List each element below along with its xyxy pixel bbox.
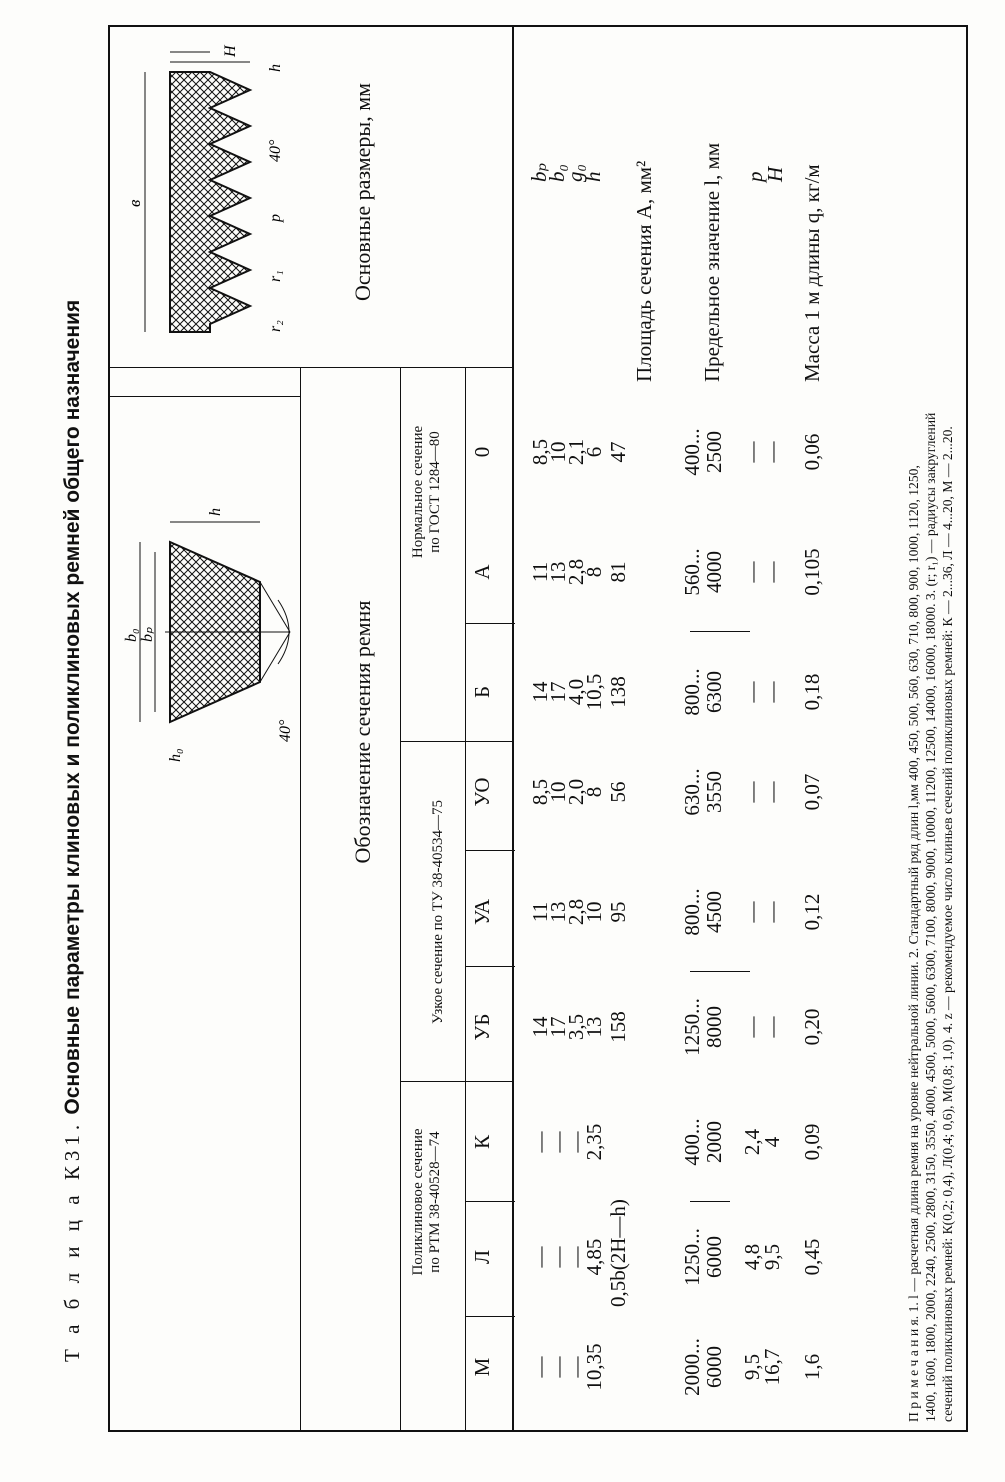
cell-H-0: — [760,441,784,463]
cell-l-min-6: 400... [680,1118,704,1166]
cell-b0-8: — [546,1356,570,1378]
section-0: 0 [470,446,494,458]
col-sep-5 [465,1316,515,1317]
cell-q-2: 0,18 [800,673,824,711]
left-col-header: Основные размеры, мм [350,82,375,302]
cell-p-3: — [740,781,764,803]
cell-h-2: 10,5 [582,673,606,711]
section-ub: УБ [470,1013,494,1041]
cell-H-1: — [760,561,784,583]
label-column-divider [512,27,514,1432]
sections-header: Обозначение сечения ремня [350,600,375,864]
label-bp-row: bₚ [527,163,551,182]
cell-l-min-5: 1250... [680,998,704,1056]
figure-divider [108,396,300,397]
note-line-1: П р и м е ч а н и я. 1. l — расчетная длина ремня на уровне нейтральной линии. 2. Стандартный ряд длин l,мм 400, 450, 500, 560, 630, 710, 800, 900, 1000, 1120, 1250, [906,465,921,1422]
cell-l-max-4: 4500 [702,891,726,933]
dims-labels [527,163,605,182]
cell-p-7: 4,8 [740,1243,764,1271]
cell-bp-1: 11 [528,561,552,583]
cell-area-7: 0,5b(2H—h) [606,1199,630,1307]
caption-prefix: Т а б л и ц а К31. [60,1119,84,1362]
limit-label: Предельное значение l, мм [700,142,724,382]
cell-H-8: 16,7 [760,1348,784,1386]
label-b: в [125,199,144,207]
cell-h-1: 8 [582,566,606,578]
label-H-row: H [763,166,787,182]
cell-p-6: 2,4 [740,1128,764,1156]
label-b0: b₀ [123,628,140,642]
label-g0-row: g₀ [563,164,587,182]
label-p-row: p [743,171,767,182]
cell-sep-a [690,631,750,632]
cell-g0-3: 2,0 [564,778,588,806]
cell-p-8: 9,5 [740,1353,764,1381]
cell-g0-4: 2,8 [564,898,588,926]
cell-q-6: 0,09 [800,1123,824,1161]
cell-g0-5: 3,5 [564,1013,588,1041]
cell-b0-3: 10 [546,781,570,803]
cell-area-5: 158 [606,1011,630,1043]
cell-l-max-8: 6000 [702,1346,726,1388]
group-narrow-header: Узкое сечение по ТУ 38-40534—75 [430,800,446,1024]
limit-sub-labels [745,167,785,182]
cell-h-7: 4,85 [582,1238,606,1276]
vbelt-section-figure [120,482,295,782]
letter-row-divider [465,368,466,1432]
cell-b0-2: 17 [546,681,570,703]
table-top-border [108,27,110,1432]
group-poly-line1: Поликлиновое сечение [410,1128,426,1276]
note-line-2: 1400, 1600, 1800, 2000, 2240, 2500, 2800, 3150, 3550, 4000, 4500, 5000, 5600, 6300, 7100, 8000, 9000, 10000, 11200, 12500, 14000, 16000, 18000. 3. (r; r₁) — радиусы закруглений [923,412,938,1422]
table-caption [60,300,85,1362]
group-divider-2 [400,1081,512,1082]
cell-q-8: 1,6 [800,1353,824,1381]
cell-area-2: 138 [606,676,630,708]
cell-area-0: 47 [606,441,630,463]
cell-sep-c [690,1201,730,1202]
section-m: М [470,1357,494,1377]
cell-bp-5: 14 [528,1016,552,1038]
cell-l-min-3: 630... [680,768,704,816]
cell-H-6: 4 [760,1136,784,1148]
cell-g0-7: — [564,1246,588,1268]
cell-l-min-0: 400... [680,428,704,476]
caption-title: Основные параметры клиновых и поликлиновых ремней общего назначения [61,299,84,1115]
cell-g0-1: 2,8 [564,558,588,586]
cell-g0-6: — [564,1131,588,1153]
cell-b0-6: — [546,1131,570,1153]
col-sep-4 [465,1201,515,1202]
section-k: К [470,1135,494,1150]
cell-l-min-8: 2000... [680,1338,704,1396]
cell-h-5: 13 [582,1016,606,1038]
cell-H-3: — [760,781,784,803]
header-corner-divider [108,367,512,368]
cell-H-5: — [760,1016,784,1038]
cell-H-2: — [760,681,784,703]
cell-bp-3: 8,5 [528,778,552,806]
cell-l-max-3: 3550 [702,771,726,813]
table-right-border [108,1430,968,1432]
cell-l-max-0: 2500 [702,431,726,473]
cell-g0-0: 2,1 [564,438,588,466]
figure-row-divider [300,368,301,1432]
cell-H-4: — [760,901,784,923]
cell-bp-6: — [528,1131,552,1153]
cell-h-6: 2,35 [582,1123,606,1161]
cell-g0-2: 4,0 [564,678,588,706]
group-poly-header [410,1092,444,1312]
label-h-row: h [581,171,605,182]
cell-b0-5: 17 [546,1016,570,1038]
group-normal-line2: по ГОСТ 1284—80 [427,431,443,553]
cell-h-3: 8 [582,786,606,798]
cell-bp-4: 11 [528,901,552,923]
col-sep-2 [465,850,515,851]
cell-b0-0: 10 [546,441,570,463]
cell-b0-7: — [546,1246,570,1268]
group-divider-1 [400,741,512,742]
cell-area-3: 56 [606,781,630,803]
label-h0: h₀ [167,748,184,762]
cell-q-4: 0,12 [800,893,824,931]
cell-l-max-2: 6300 [702,671,726,713]
table-left-border [108,25,968,27]
group-normal-line1: Нормальное сечение [410,425,426,559]
cell-H-7: 9,5 [760,1243,784,1271]
section-a: А [470,564,494,580]
cell-l-min-1: 560... [680,548,704,596]
group-normal-header [410,382,444,602]
cell-q-1: 0,105 [800,548,824,596]
col-sep-1 [465,623,515,624]
label-h: h [207,508,224,516]
cell-p-1: — [740,561,764,583]
cell-bp-8: — [528,1356,552,1378]
section-l: Л [470,1249,494,1265]
cell-l-max-7: 6000 [702,1236,726,1278]
cell-l-max-1: 4000 [702,551,726,593]
label-bp: bₚ [139,627,156,642]
cell-q-0: 0,06 [800,433,824,471]
cell-p-5: — [740,1016,764,1038]
cell-b0-4: 13 [546,901,570,923]
cell-b0-1: 13 [546,561,570,583]
label-h-poly: h [267,64,284,72]
cell-sep-b [690,971,750,972]
cell-h-4: 10 [582,901,606,923]
section-header-divider [400,368,401,1432]
poly-belt-section-figure [120,42,295,352]
label-40deg: 40° [277,719,294,742]
cell-h-0: 6 [582,446,606,458]
section-uo: УО [470,777,494,807]
cell-g0-8: — [564,1356,588,1378]
mass-label: Масса 1 м длины q, кг/м [800,164,824,382]
label-H-poly: H [222,45,239,57]
cell-q-3: 0,07 [800,773,824,811]
label-40deg-poly: 40° [267,139,284,162]
cell-p-0: — [740,441,764,463]
area-label: Площадь сечения А, мм² [632,160,656,382]
cell-bp-0: 8,5 [528,438,552,466]
label-r2: r₂ [267,320,284,332]
cell-bp-7: — [528,1246,552,1268]
table-bottom-border [966,27,968,1432]
cell-area-1: 81 [606,561,630,583]
label-r1: r₁ [267,270,284,282]
label-b0-row: b₀ [545,164,569,182]
cell-h-8: 10,35 [582,1343,606,1391]
note-line-3: сечений поликлиновых ремней: К(0,2; 0,4), Л(0,4; 0,6), М(0,8; 1,0). 4. z — рекомендуемое число клиньев сечений поликлиновых ремней: К — 2...36, Л — 4...20, М — 2...20. [940,426,955,1422]
cell-p-2: — [740,681,764,703]
cell-l-min-2: 800... [680,668,704,716]
label-p: p [267,214,284,222]
cell-area-4: 95 [606,901,630,923]
section-b: Б [470,685,494,699]
cell-l-min-7: 1250... [680,1228,704,1286]
cell-l-max-6: 2000 [702,1121,726,1163]
cell-p-4: — [740,901,764,923]
section-ua: УА [470,898,494,926]
notes [905,413,956,1422]
cell-q-7: 0,45 [800,1238,824,1276]
cell-l-min-4: 800... [680,888,704,936]
cell-bp-2: 14 [528,681,552,703]
cell-q-5: 0,20 [800,1008,824,1046]
cell-l-max-5: 8000 [702,1006,726,1048]
group-poly-line2: по РТМ 38-40528—74 [427,1131,443,1273]
col-sep-3 [465,966,515,967]
